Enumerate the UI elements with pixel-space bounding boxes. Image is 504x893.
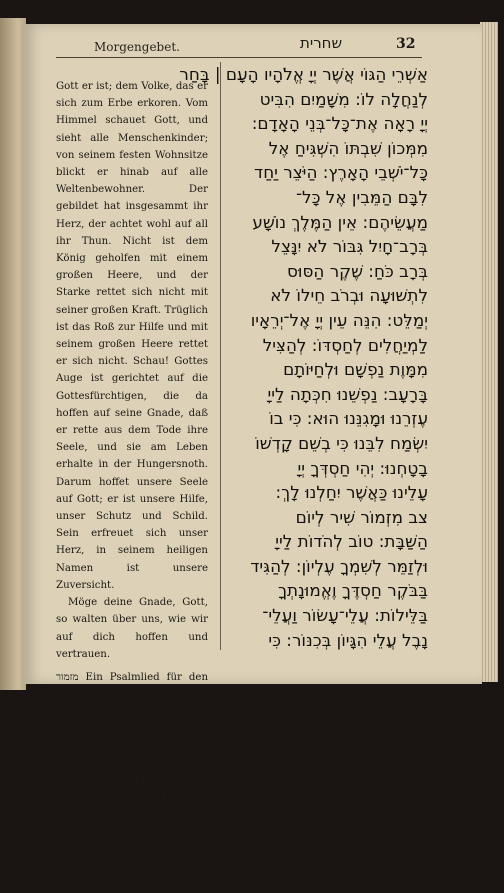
hebrew-line: לְנַחֲלָה לוֹ: מִשָּׁמַיִם הִבִּיט [259, 88, 428, 109]
hebrew-line: יְמַלֵּט: הִנֵּה עֵין יְיָ אֶל־יְרֵאָיו [250, 309, 428, 330]
hebrew-line: בַּלֵּילוֹת: עֲלֵי־עָשׂוֹר וַעֲלֵי־ [262, 605, 428, 626]
hebrew-line: מִמְּכוֹן שִׁבְתּוֹ הִשְׁגִּיחַ אֶל [268, 137, 428, 158]
column-divider [220, 62, 221, 650]
hebrew-line: וּלְזַמֵּר לְשִׁמְךָ עֶלְיוֹן: לְהַגִּיד [250, 555, 428, 576]
hebrew-line: בָּרָעָב: נַפְשֵׁנוּ חִכְּתָה לַייָ [267, 383, 428, 404]
german-paragraph: מזמור Ein Psalmlied für den Sabbath-Tag. Gut ist es danken dem Herrn, deinen Namen mit Sang und Saitenspiel zu rühmen, allerhöchster Gott! zu verkünden am Morgen deine Gnade und deine Treue in den Nächten — beim zehnsaitigen Psalter, beim Harfenklang und Lautenspiel. Denn du haft mich [56, 671, 208, 890]
hebrew-line: הַשַּׁבָּת: טוֹב לְהֹדוֹת לַייָ [275, 531, 428, 552]
hebrew-line: לַמְיַחֲלִים לְחַסְדּוֹ: לְהַצִּיל [262, 334, 428, 355]
header-rule [56, 57, 422, 58]
hebrew-line: עָלֵינוּ כַּאֲשֶׁר יִחַלְנוּ לָךְ: [275, 482, 428, 503]
hebrew-line: נָבֶל עֲלֵי הִגָּיוֹן בְּכִנּוֹר: כִּי [268, 629, 428, 650]
german-paragraph: Möge deine Gnade, Gott, so walten über uns, wie wir auf dich hoffen und vertrauen. [56, 597, 208, 660]
german-translation-column [56, 78, 208, 893]
page-stack-edge [480, 22, 498, 682]
german-paragraph: Gott er ist; dem Volke, das er sich zum Erbe erkoren. Vom Himmel schauet Gott, und sieht alle Menschenkinder; von seinem festen Wohnsitze blickt er hinab auf alle Weltenbewohner. Der gebildet hat insgesammt ihr Herz, der achtet wohl auf all ihr Thun. Nicht ist dem König geholfen mit einem großen Heere, und der Starke rettet sich nicht mit seiner großen Kraft. Trüglich ist das Roß zur Hilfe und mit seinem großen Heere rettet er sich nicht. Schau! Gottes Auge ist gerichtet auf die Gottesfürchtigen, die da hoffen auf seine Gnade, daß er rette aus dem Tode ihre Seele, und sie am Leben erhalte in der Hungersnoth. Darum hoffet unsere Seele auf Gott; er ist unsere Hilfe, unser Schutz und Schild. Sein erfreuet sich unser Herz, in seinem heiligen Namen ist unsere Zuversicht. [56, 81, 208, 591]
hebrew-line: מַעֲשֵׂיהֶם: אֵין הַמֶּלֶךְ נוֹשָׁע [252, 211, 428, 232]
hebrew-text-column [179, 62, 428, 652]
hebrew-line: בַּבֹּקֶר חַסְדֶּךָ וֶאֱמוּנָתְךָ [278, 580, 428, 601]
hebrew-line: כָּל־יֹשְׁבֵי הָאָרֶץ: הַיֹּצֵר יַחַד [254, 162, 428, 183]
running-header-hebrew: שחרית [300, 34, 343, 52]
page-number: 32 [396, 36, 416, 52]
hebrew-line: בָטָחְנוּ: יְהִי חַסְדְּךָ יְיָ [297, 457, 428, 478]
hebrew-line: לִתְשׁוּעָה וּבְרֹב חֵילוֹ לֹא [270, 285, 428, 306]
left-page-edge [0, 18, 26, 690]
hebrew-line: יְיָ רָאָה אֶת־כָּל־בְּנֵי הָאָדָם: [251, 113, 428, 134]
hebrew-line: יִשְׂמַח לִבֵּנוּ כִּי בְשֵׁם קָדְשׁוֹ [255, 432, 428, 453]
hebrew-line: צב מִזְמוֹר שִׁיר לְיוֹם [295, 506, 428, 527]
running-header-german: Morgengebet. [94, 40, 180, 54]
hebrew-line: בְּרָב כֹּחַ: שֶׁקֶר הַסּוּס [287, 260, 428, 281]
hebrew-line: לִבָּם הַמֵּבִין אֶל כָּל־ [296, 186, 428, 207]
hebrew-line: אַשְׁרֵי הַגּוֹי אֲשֶׁר יְיָ אֱלֹהָיו הָעָם | בָּחַר [179, 64, 428, 84]
hebrew-line: בְּרָב־חָיִל גִּבּוֹר לֹא יִנָּצֵל [271, 236, 428, 257]
hebrew-line: עֶזְרֵנוּ וּמָגִנֵּנוּ הוּא: כִּי בוֹ [269, 408, 428, 429]
hebrew-line: מִמָּוֶת נַפְשָׁם וּלְחַיּוֹתָם [283, 359, 428, 380]
